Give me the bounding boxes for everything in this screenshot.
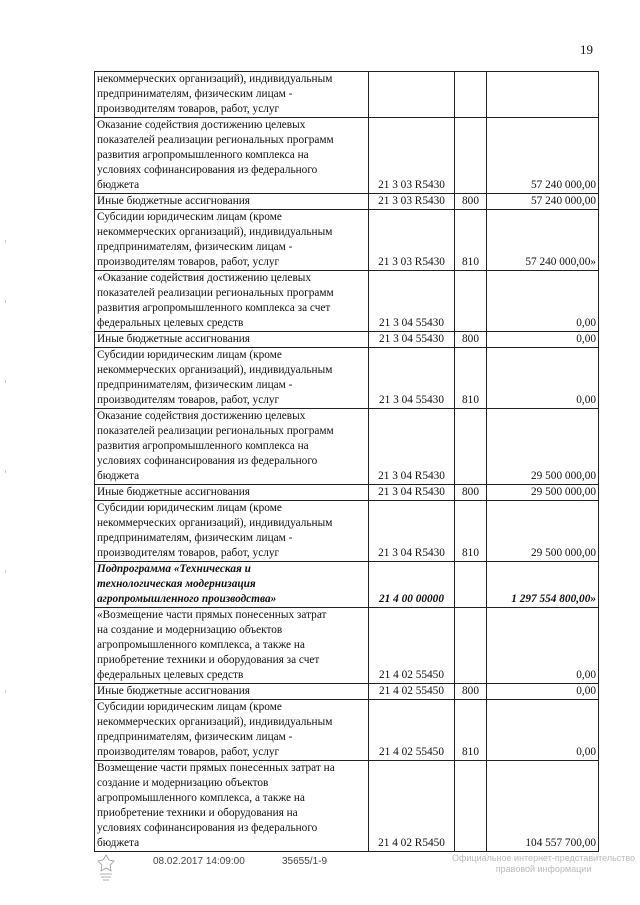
budget-table-body: [95, 72, 599, 852]
row-code-cell: 21 4 02 55450: [369, 608, 455, 684]
row-expense-type-cell: 810: [455, 501, 487, 562]
row-name-line: создание и модернизацию объектов: [97, 777, 269, 789]
row-name-line: показателей реализации региональных программ: [97, 425, 334, 437]
row-name-line: Субсидии юридическим лицам (кроме: [97, 349, 282, 361]
row-name-cell: [95, 118, 369, 194]
row-name-cell: [95, 194, 369, 210]
row-sum-cell: 57 240 000,00»: [487, 210, 599, 271]
row-name-line: федеральных целевых средств: [97, 669, 244, 681]
row-name-line: бюджета: [97, 470, 140, 482]
row-sum-cell: 0,00: [487, 700, 599, 761]
row-name-line: показателей реализации региональных программ: [97, 287, 334, 299]
budget-table: [94, 71, 599, 852]
table-row: [95, 409, 599, 485]
row-name-line: развития агропромышленного комплекса за счет: [97, 302, 331, 314]
row-code-cell: 21 4 02 55450: [369, 684, 455, 700]
row-name-line: некоммерческих организаций), индивидуальным: [97, 517, 333, 529]
row-name-line: «Возмещение части прямых понесенных затрат: [97, 609, 327, 621]
row-name-line: развития агропромышленного комплекса на: [97, 440, 309, 452]
row-name-line: некоммерческих организаций), индивидуальным: [97, 716, 333, 728]
row-name-line: некоммерческих организаций), индивидуальным: [97, 364, 333, 376]
row-name-cell: [95, 562, 369, 608]
row-expense-type-cell: [455, 409, 487, 485]
table-row: [95, 210, 599, 271]
row-sum-cell: 0,00: [487, 684, 599, 700]
row-name-line: Иные бюджетные ассигнования: [97, 333, 250, 345]
row-name-cell: [95, 761, 369, 852]
row-code-cell: 21 4 02 R5450: [369, 761, 455, 852]
row-code-cell: [369, 72, 455, 118]
row-name-line: Оказание содействия достижению целевых: [97, 410, 306, 422]
row-sum-cell: 0,00: [487, 608, 599, 684]
row-name-cell: [95, 348, 369, 409]
row-name-line: некоммерческих организаций), индивидуальным: [97, 226, 333, 238]
row-name-cell: [95, 501, 369, 562]
footer-watermark: [452, 853, 635, 875]
row-name-line: Возмещение части прямых понесенных затрат на: [97, 762, 335, 774]
row-name-cell: [95, 485, 369, 501]
row-expense-type-cell: 810: [455, 210, 487, 271]
row-code-cell: 21 3 04 R5430: [369, 409, 455, 485]
row-sum-cell: 1 297 554 800,00»: [487, 562, 599, 608]
row-name-line: агропромышленного производства»: [97, 593, 277, 605]
row-name-line: предпринимателям, физическим лицам -: [97, 88, 293, 100]
row-code-cell: 21 4 00 00000: [369, 562, 455, 608]
row-name-cell: [95, 684, 369, 700]
row-expense-type-cell: 800: [455, 684, 487, 700]
row-name-line: условиях софинансирования из федерального: [97, 822, 318, 834]
row-name-line: «Оказание содействия достижению целевых: [97, 272, 312, 284]
row-sum-cell: 29 500 000,00: [487, 501, 599, 562]
table-row: [95, 562, 599, 608]
row-name-line: развития агропромышленного комплекса на: [97, 149, 309, 161]
row-expense-type-cell: 810: [455, 700, 487, 761]
row-code-cell: 21 3 03 R5430: [369, 194, 455, 210]
row-name-line: производителям товаров, работ, услуг: [97, 256, 280, 268]
row-sum-cell: 57 240 000,00: [487, 118, 599, 194]
row-name-line: Иные бюджетные ассигнования: [97, 486, 250, 498]
row-code-cell: 21 3 03 R5430: [369, 118, 455, 194]
page-number: 19: [580, 42, 593, 57]
row-name-line: предпринимателям, физическим лицам -: [97, 532, 293, 544]
table-row: [95, 348, 599, 409]
row-name-line: федеральных целевых средств: [97, 317, 244, 329]
margin-dots: [4, 240, 10, 740]
row-expense-type-cell: 800: [455, 194, 487, 210]
row-name-line: бюджета: [97, 179, 140, 191]
row-name-line: условиях софинансирования из федерального: [97, 455, 318, 467]
footer-doc-code: 35655/1-9: [282, 856, 328, 867]
table-row: [95, 485, 599, 501]
row-name-cell: [95, 332, 369, 348]
row-name-line: производителям товаров, работ, услуг: [97, 394, 280, 406]
row-code-cell: 21 3 04 55430: [369, 348, 455, 409]
row-sum-cell: [487, 72, 599, 118]
row-name-line: на создание и модернизацию объектов: [97, 624, 283, 636]
row-expense-type-cell: 800: [455, 332, 487, 348]
row-code-cell: 21 3 03 R5430: [369, 210, 455, 271]
row-expense-type-cell: [455, 72, 487, 118]
row-name-line: Подпрограмма «Техническая и: [97, 563, 251, 575]
row-name-line: Иные бюджетные ассигнования: [97, 195, 250, 207]
row-name-line: Субсидии юридическим лицам (кроме: [97, 502, 282, 514]
row-expense-type-cell: 800: [455, 485, 487, 501]
row-sum-cell: 57 240 000,00: [487, 194, 599, 210]
row-name-line: некоммерческих организаций), индивидуальным: [97, 73, 333, 85]
row-sum-cell: 0,00: [487, 332, 599, 348]
row-name-cell: [95, 210, 369, 271]
table-row: [95, 118, 599, 194]
row-name-line: производителям товаров, работ, услуг: [97, 547, 280, 559]
row-sum-cell: 29 500 000,00: [487, 409, 599, 485]
row-name-line: показателей реализации региональных программ: [97, 134, 334, 146]
table-row: [95, 271, 599, 332]
table-row: [95, 72, 599, 118]
row-expense-type-cell: [455, 608, 487, 684]
row-expense-type-cell: [455, 118, 487, 194]
row-name-cell: [95, 700, 369, 761]
row-name-line: технологическая модернизация: [97, 578, 256, 590]
table-row: [95, 684, 599, 700]
table-row: [95, 700, 599, 761]
row-expense-type-cell: [455, 562, 487, 608]
row-code-cell: 21 3 04 R5430: [369, 501, 455, 562]
row-name-line: Оказание содействия достижению целевых: [97, 119, 306, 131]
row-code-cell: 21 4 02 55450: [369, 700, 455, 761]
row-name-line: Иные бюджетные ассигнования: [97, 685, 250, 697]
row-name-cell: [95, 72, 369, 118]
watermark-line: правовой информации: [495, 864, 592, 874]
row-name-line: агропромышленного комплекса, а также на: [97, 639, 305, 651]
row-name-cell: [95, 409, 369, 485]
row-sum-cell: 29 500 000,00: [487, 485, 599, 501]
row-name-line: условиях софинансирования из федерального: [97, 164, 318, 176]
row-expense-type-cell: [455, 271, 487, 332]
row-sum-cell: 0,00: [487, 271, 599, 332]
row-name-line: Субсидии юридическим лицам (кроме: [97, 211, 282, 223]
row-name-line: агропромышленного комплекса, а также на: [97, 792, 305, 804]
row-name-cell: [95, 608, 369, 684]
footer-datetime: 08.02.2017 14:09:00: [153, 856, 245, 867]
row-name-line: производителям товаров, работ, услуг: [97, 103, 280, 115]
row-code-cell: 21 3 04 R5430: [369, 485, 455, 501]
table-row: [95, 608, 599, 684]
table-row: [95, 194, 599, 210]
table-row: [95, 332, 599, 348]
watermark-line: Официальное интернет-представительство: [452, 853, 636, 863]
row-sum-cell: 104 557 700,00: [487, 761, 599, 852]
row-name-line: приобретение техники и оборудования на: [97, 807, 298, 819]
row-name-line: производителям товаров, работ, услуг: [97, 746, 280, 758]
row-name-line: предпринимателям, физическим лицам -: [97, 241, 293, 253]
row-expense-type-cell: [455, 761, 487, 852]
row-name-cell: [95, 271, 369, 332]
table-row: [95, 761, 599, 852]
row-name-line: бюджета: [97, 837, 140, 849]
row-name-line: приобретение техники и оборудования за счет: [97, 654, 320, 666]
row-expense-type-cell: 810: [455, 348, 487, 409]
row-code-cell: 21 3 04 55430: [369, 332, 455, 348]
table-row: [95, 501, 599, 562]
row-name-line: Субсидии юридическим лицам (кроме: [97, 701, 282, 713]
row-name-line: предпринимателям, физическим лицам -: [97, 731, 293, 743]
row-code-cell: 21 3 04 55430: [369, 271, 455, 332]
row-sum-cell: 0,00: [487, 348, 599, 409]
row-name-line: предпринимателям, физическим лицам -: [97, 379, 293, 391]
emblem-icon: [95, 852, 117, 882]
